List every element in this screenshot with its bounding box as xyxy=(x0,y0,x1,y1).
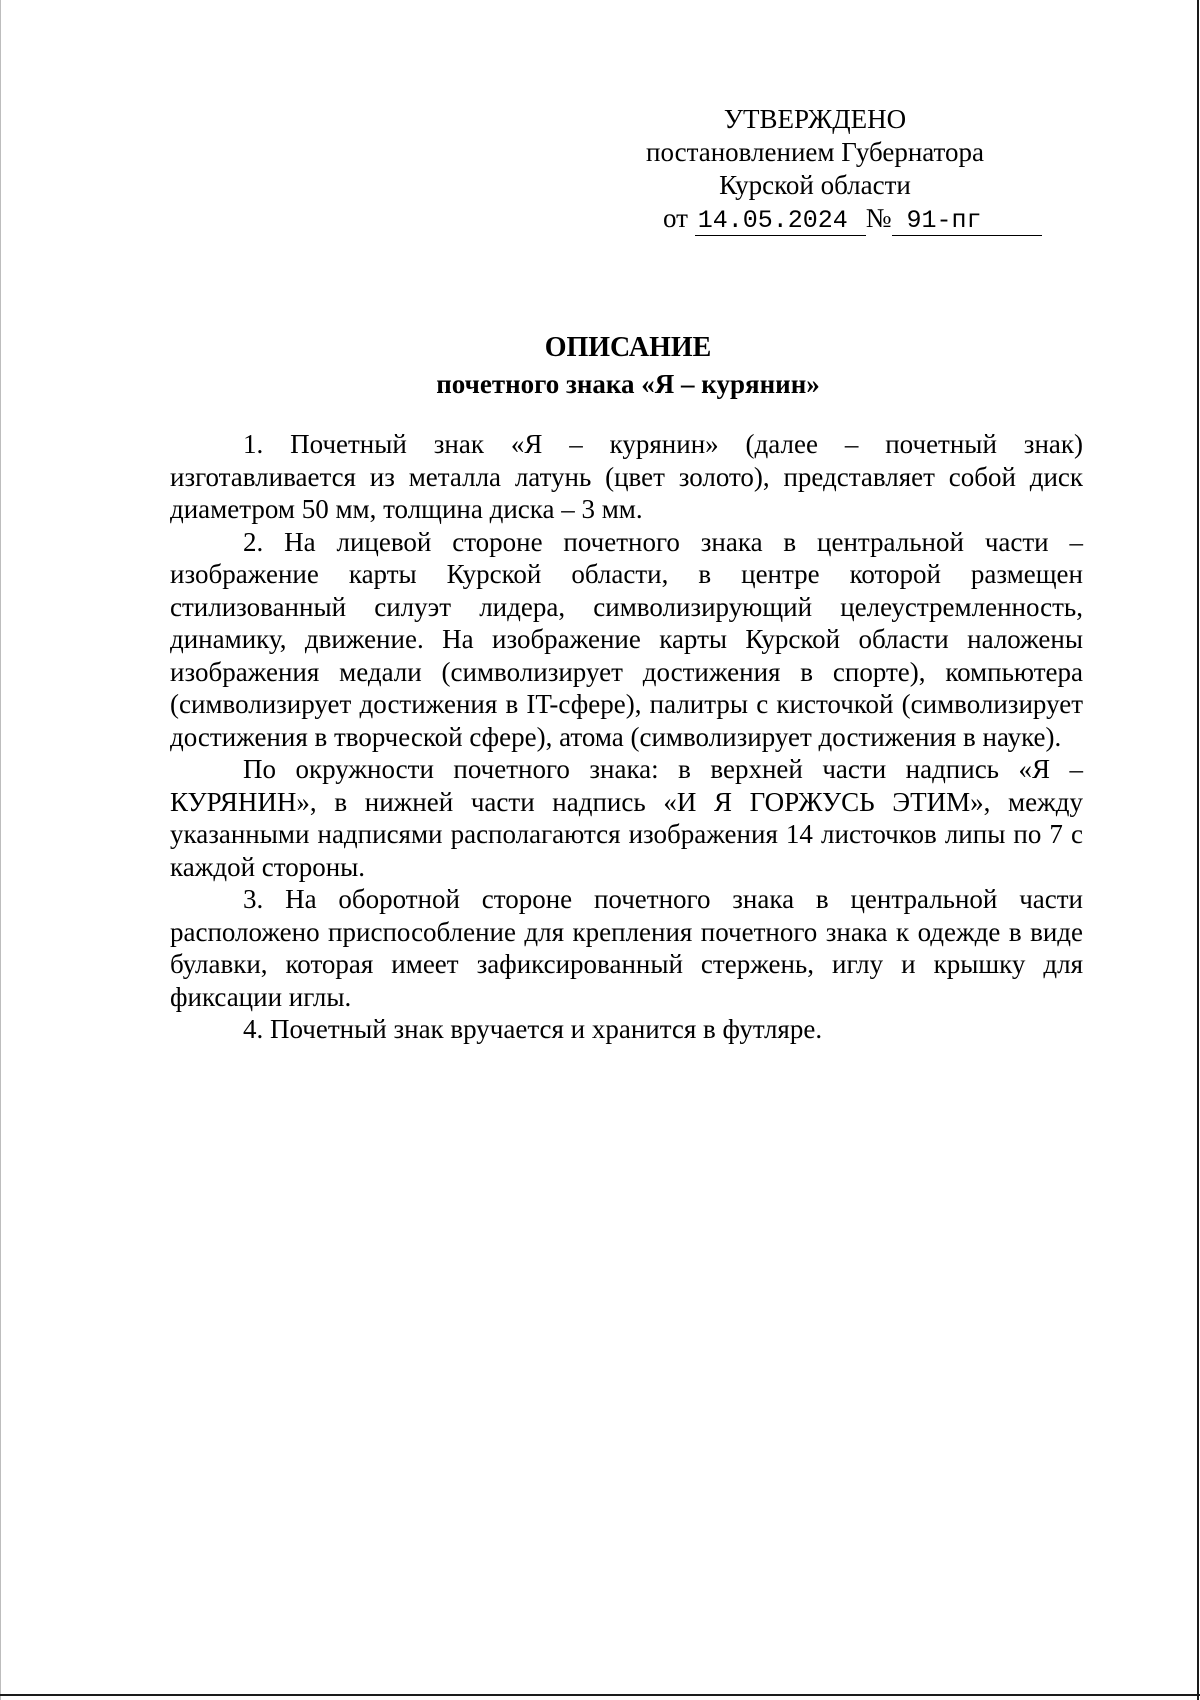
approval-number: 91-пг xyxy=(892,208,1042,236)
approval-date-number-line xyxy=(600,202,1060,236)
approval-region: Курской области xyxy=(719,170,911,200)
document-title-block xyxy=(0,330,1200,402)
paragraph-1: 1. Почетный знак «Я – курянин» (далее – почетный знак) изготавливается из металла латунь (цвет золото), представляет собой диск диаметром 50 мм, толщина диска – 3 мм. xyxy=(170,429,1083,524)
approval-heading: УТВЕРЖДЕНО xyxy=(723,104,907,134)
scan-left-edge xyxy=(0,0,1,1700)
paragraph-2: 2. На лицевой стороне почетного знака в центральной части – изображение карты Курской области, в центре которой размещен стилизованный силуэт лидера, символизирующий целеустремленность, динамику, движение. На изображение карты Курской области наложены изображения медали (символизирует достижения в спорте), компьютера (символизирует достижения в IT-сфере), палитры с кисточкой (символизирует достижения в творческой сфере), атома (символизирует достижения в науке). xyxy=(170,526,1083,752)
paragraph-4: 4. Почетный знак вручается и хранится в футляре. xyxy=(243,1014,823,1044)
approval-issuer: постановлением Губернатора xyxy=(646,137,984,167)
date-prefix: от xyxy=(663,203,688,233)
scan-bottom-edge xyxy=(0,1694,1200,1696)
paragraph-3: 3. На оборотной стороне почетного знака в центральной части расположено приспособление для крепления почетного знака к одежде в виде булавки, которая имеет зафиксированный стержень, иглу и крышку для фиксации иглы. xyxy=(170,884,1083,1012)
document-title: ОПИСАНИЕ xyxy=(544,332,712,363)
document-subtitle: почетного знака «Я – курянин» xyxy=(436,369,820,399)
scan-right-edge xyxy=(1197,0,1199,1700)
approval-block xyxy=(600,103,1060,236)
approval-date: 14.05.2024 xyxy=(695,208,866,236)
paragraph-2-continued: По окружности почетного знака: в верхней части надпись «Я – КУРЯНИН», в нижней части надпись «И Я ГОРЖУСЬ ЭТИМ», между указанными надписями располагаются изображения 14 листочков липы по 7 с каждой стороны. xyxy=(170,754,1083,882)
number-sign: № xyxy=(865,203,892,233)
document-body xyxy=(170,428,1083,1046)
